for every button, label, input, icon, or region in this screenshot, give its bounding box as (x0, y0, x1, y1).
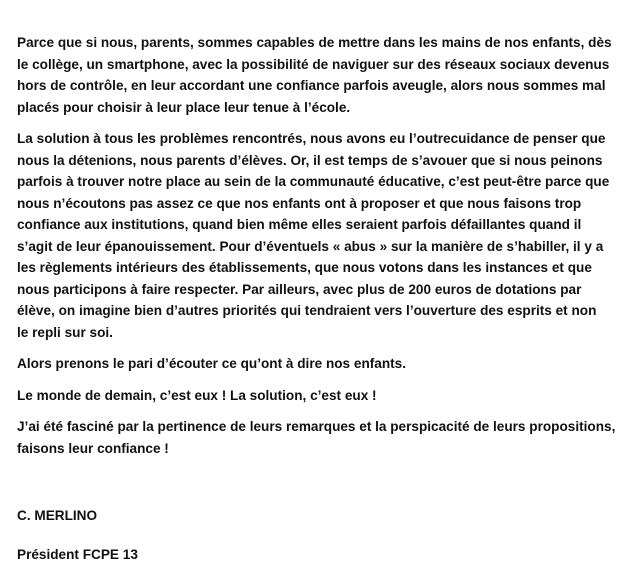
text-line: confiance aux institutions, quand bien même elles seraient parfois défaillantes quand il (17, 214, 620, 236)
text-line: parfois à trouver notre place au sein de la communauté éducative, c’est peut-être parce que (17, 171, 620, 193)
text-line: s’agit de leur épanouissement. Pour d’éventuels « abus » sur la manière de s’habiller, il y a (17, 236, 620, 258)
signature-block (17, 505, 620, 565)
spacer (17, 469, 620, 505)
signature-title: Président FCPE 13 (17, 544, 620, 565)
text-line: nous n’écoutons pas assez ce que nos enfants ont à proposer et que nous faisons trop (17, 193, 620, 215)
text-line: les règlements intérieurs des établissements, que nous votons dans les instances et que (17, 257, 620, 279)
text-line: Alors prenons le pari d’écouter ce qu’ont à dire nos enfants. (17, 353, 620, 375)
text-line: Parce que si nous, parents, sommes capables de mettre dans les mains de nos enfants, dès (17, 32, 620, 54)
paragraph-trust (17, 416, 620, 459)
paragraph-future (17, 385, 620, 407)
text-line: nous participons à faire respecter. Par ailleurs, avec plus de 200 euros de dotations par (17, 279, 620, 301)
text-line: le collège, un smartphone, avec la possibilité de naviguer sur des réseaux sociaux devenus (17, 54, 620, 76)
text-line: nous la détenions, nous parents d’élèves. Or, il est temps de s’avouer que si nous peinons (17, 150, 620, 172)
text-line: faisons leur confiance ! (17, 438, 620, 460)
signature-name: C. MERLINO (17, 505, 620, 527)
text-line: La solution à tous les problèmes rencontrés, nous avons eu l’outrecuidance de penser que (17, 128, 620, 150)
paragraph-smartphone (17, 32, 620, 118)
text-line: élève, on imagine bien d’autres priorités qui tendraient vers l’ouverture des esprits et non (17, 300, 620, 322)
text-line: Le monde de demain, c’est eux ! La solution, c’est eux ! (17, 385, 620, 407)
paragraph-listen (17, 353, 620, 375)
text-line: hors de contrôle, en leur accordant une confiance parfois aveugle, alors nous sommes mal (17, 75, 620, 97)
text-line: placés pour choisir à leur place leur tenue à l’école. (17, 97, 620, 119)
text-line: J’ai été fasciné par la pertinence de leurs remarques et la perspicacité de leurs propositions, (17, 416, 620, 438)
paragraph-solution (17, 128, 620, 343)
text-line: le repli sur soi. (17, 322, 620, 344)
